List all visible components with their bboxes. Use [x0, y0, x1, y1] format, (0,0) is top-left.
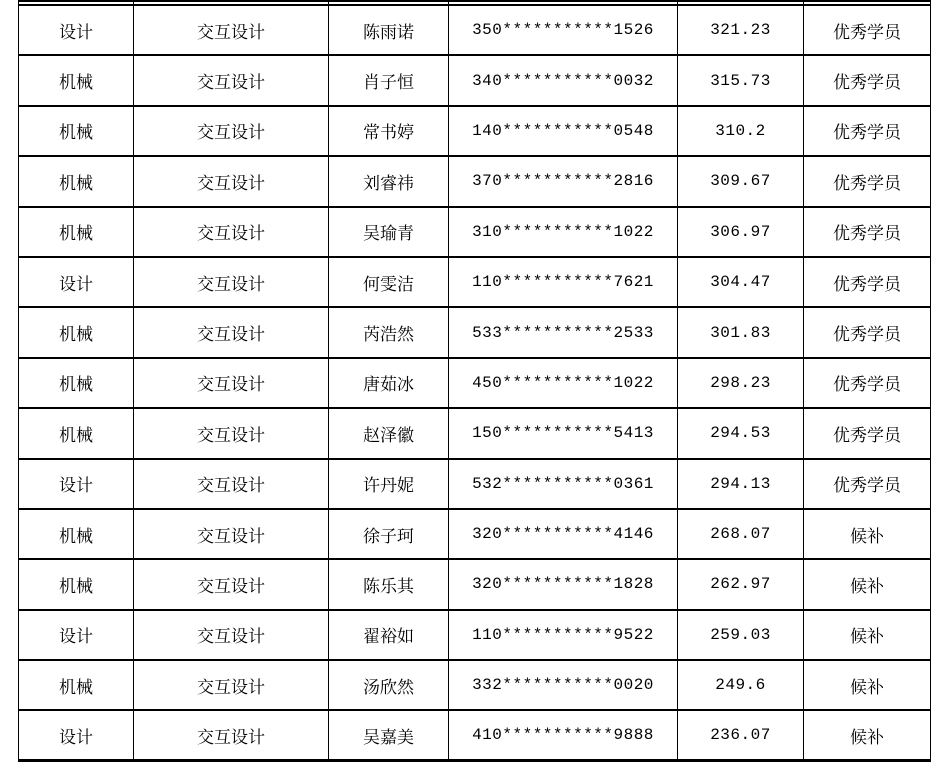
- cell-department: 机械: [19, 307, 134, 357]
- cell-name: 陈乐其: [329, 559, 449, 609]
- cell-status: 候补: [804, 610, 931, 660]
- table-row: [19, 459, 931, 509]
- cell-name: 徐子珂: [329, 509, 449, 559]
- table-row: [19, 408, 931, 458]
- cell-score: 262.97: [678, 559, 804, 609]
- cell-department: 设计: [19, 5, 134, 55]
- cell-id-masked: 332***********0020: [449, 660, 678, 710]
- cell-id-masked: 110***********9522: [449, 610, 678, 660]
- cell-status: 候补: [804, 710, 931, 760]
- cell-id-masked: 350***********1526: [449, 5, 678, 55]
- cell-score: 298.23: [678, 358, 804, 408]
- cell-name: 汤欣然: [329, 660, 449, 710]
- cell-program: 交互设计: [134, 55, 329, 105]
- cell-name: 肖子恒: [329, 55, 449, 105]
- results-table-body: [19, 1, 931, 761]
- cell-name: 吴瑜青: [329, 207, 449, 257]
- table-row: [19, 5, 931, 55]
- cell-name: 陈雨诺: [329, 5, 449, 55]
- cell-program: 交互设计: [134, 660, 329, 710]
- cell-department: 机械: [19, 55, 134, 105]
- cell-program: 交互设计: [134, 207, 329, 257]
- cell-program: 交互设计: [134, 156, 329, 206]
- cell-id-masked: 533***********2533: [449, 307, 678, 357]
- table-row: [19, 106, 931, 156]
- cell-department: 机械: [19, 106, 134, 156]
- cell-department: 机械: [19, 156, 134, 206]
- cell-id-masked: 532***********0361: [449, 459, 678, 509]
- cell-department: 设计: [19, 610, 134, 660]
- table-row: [19, 509, 931, 559]
- cell-id-masked: 370***********2816: [449, 156, 678, 206]
- cell-score: 249.6: [678, 660, 804, 710]
- table-row: [19, 610, 931, 660]
- cell-score: 294.13: [678, 459, 804, 509]
- cell-status: 优秀学员: [804, 5, 931, 55]
- cell-name: 许丹妮: [329, 459, 449, 509]
- cell-id-masked: 340***********0032: [449, 55, 678, 105]
- cell-department: 机械: [19, 660, 134, 710]
- cell-department: 机械: [19, 207, 134, 257]
- cell-status: 候补: [804, 660, 931, 710]
- table-row: [19, 55, 931, 105]
- cell-status: 优秀学员: [804, 459, 931, 509]
- table-row: [19, 156, 931, 206]
- cell-name: 唐茹冰: [329, 358, 449, 408]
- table-row: [19, 207, 931, 257]
- cell-status: 优秀学员: [804, 408, 931, 458]
- cell-program: 交互设计: [134, 408, 329, 458]
- table-row: [19, 660, 931, 710]
- cell-program: 交互设计: [134, 257, 329, 307]
- cell-program: 交互设计: [134, 459, 329, 509]
- cell-status: 优秀学员: [804, 55, 931, 105]
- cell-status: 候补: [804, 509, 931, 559]
- cell-department: 设计: [19, 257, 134, 307]
- cell-department: 机械: [19, 408, 134, 458]
- cell-program: 交互设计: [134, 509, 329, 559]
- cell-status: 优秀学员: [804, 307, 931, 357]
- cell-name: 芮浩然: [329, 307, 449, 357]
- cell-status: 优秀学员: [804, 207, 931, 257]
- cell-name: 吴嘉美: [329, 710, 449, 760]
- table-row: [19, 559, 931, 609]
- cell-id-masked: 320***********4146: [449, 509, 678, 559]
- cell-id-masked: 110***********7621: [449, 257, 678, 307]
- cell-program: 交互设计: [134, 559, 329, 609]
- cell-program: 交互设计: [134, 358, 329, 408]
- cell-program: 交互设计: [134, 106, 329, 156]
- cell-id-masked: 410***********9888: [449, 710, 678, 760]
- cell-id-masked: 310***********1022: [449, 207, 678, 257]
- cell-name: 刘睿祎: [329, 156, 449, 206]
- cell-status: 优秀学员: [804, 156, 931, 206]
- cell-score: 321.23: [678, 5, 804, 55]
- cell-score: 301.83: [678, 307, 804, 357]
- cell-name: 赵泽徽: [329, 408, 449, 458]
- cell-score: 310.2: [678, 106, 804, 156]
- cell-department: 设计: [19, 459, 134, 509]
- cell-program: 交互设计: [134, 710, 329, 760]
- table-row: [19, 358, 931, 408]
- cell-name: 何雯洁: [329, 257, 449, 307]
- table-row: [19, 257, 931, 307]
- cell-score: 268.07: [678, 509, 804, 559]
- cell-status: 优秀学员: [804, 358, 931, 408]
- cell-department: 机械: [19, 559, 134, 609]
- cell-department: 机械: [19, 509, 134, 559]
- cell-score: 236.07: [678, 710, 804, 760]
- cell-program: 交互设计: [134, 610, 329, 660]
- cell-score: 304.47: [678, 257, 804, 307]
- cell-score: 306.97: [678, 207, 804, 257]
- cell-id-masked: 450***********1022: [449, 358, 678, 408]
- cell-score: 315.73: [678, 55, 804, 105]
- cell-score: 259.03: [678, 610, 804, 660]
- cell-status: 优秀学员: [804, 106, 931, 156]
- cell-id-masked: 140***********0548: [449, 106, 678, 156]
- cell-name: 翟裕如: [329, 610, 449, 660]
- cell-status: 优秀学员: [804, 257, 931, 307]
- cell-status: 候补: [804, 559, 931, 609]
- cell-name: 常书婷: [329, 106, 449, 156]
- cell-program: 交互设计: [134, 5, 329, 55]
- cell-score: 294.53: [678, 408, 804, 458]
- cell-id-masked: 320***********1828: [449, 559, 678, 609]
- cell-id-masked: 150***********5413: [449, 408, 678, 458]
- cell-department: 机械: [19, 358, 134, 408]
- table-row: [19, 307, 931, 357]
- cell-program: 交互设计: [134, 307, 329, 357]
- cell-score: 309.67: [678, 156, 804, 206]
- results-table: [18, 0, 931, 762]
- table-row: [19, 710, 931, 760]
- cell-department: 设计: [19, 710, 134, 760]
